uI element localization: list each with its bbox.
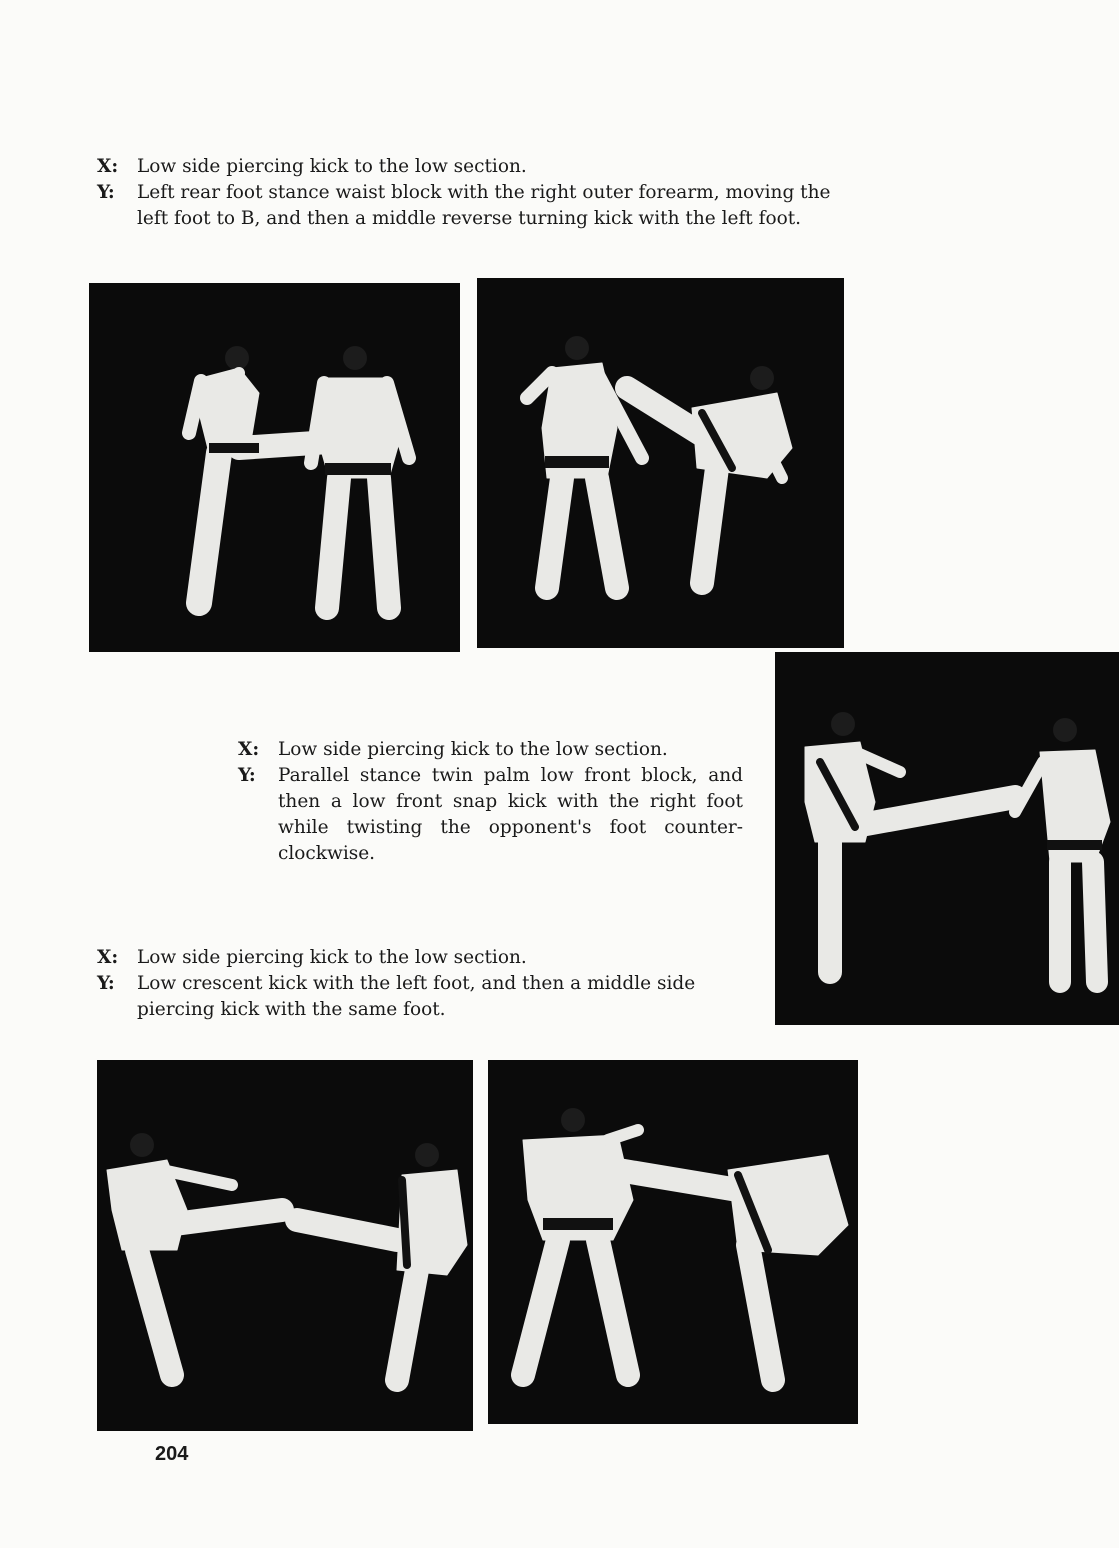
page-number: 204: [155, 1443, 189, 1465]
photo-5: [488, 1060, 858, 1424]
caption-block-2: [238, 737, 743, 867]
photo-4: [97, 1060, 473, 1431]
photo-5-figures: [488, 1060, 858, 1424]
caption-row-x: [97, 154, 862, 180]
photo-3: [775, 652, 1119, 1025]
defender-label: Y:: [238, 765, 256, 786]
caption-block-1: [97, 154, 862, 232]
caption-row-y: [97, 180, 862, 232]
photo-1-figures: [89, 283, 460, 652]
defender-text: Left rear foot stance waist block with the right outer forearm, moving the left foot to B, and then a middle reverse turning kick with the left foot.: [137, 182, 831, 229]
caption-block-3: [97, 945, 737, 1023]
defender-label: Y:: [97, 973, 115, 994]
attacker-label: X:: [238, 739, 260, 760]
caption-row-x: [238, 737, 743, 763]
photo-2: [477, 278, 844, 648]
caption-row-y: [97, 971, 737, 1023]
caption-row-x: [97, 945, 737, 971]
photo-4-figures: [97, 1060, 473, 1431]
photo-1: [89, 283, 460, 652]
photo-2-figures: [477, 278, 844, 648]
defender-text: Low crescent kick with the left foot, and then a middle side piercing kick with the same foot.: [137, 973, 696, 1020]
attacker-text: Low side piercing kick to the low section.: [137, 947, 527, 968]
caption-row-y: [238, 763, 743, 867]
attacker-label: X:: [97, 947, 119, 968]
attacker-label: X:: [97, 156, 119, 177]
photo-3-figures: [775, 652, 1119, 1025]
defender-text: Parallel stance twin palm low front block, and then a low front snap kick with the right foot while twisting the opponent's foot counter-clockwise.: [278, 765, 743, 864]
attacker-text: Low side piercing kick to the low section.: [137, 156, 527, 177]
attacker-text: Low side piercing kick to the low section.: [278, 739, 668, 760]
defender-label: Y:: [97, 182, 115, 203]
